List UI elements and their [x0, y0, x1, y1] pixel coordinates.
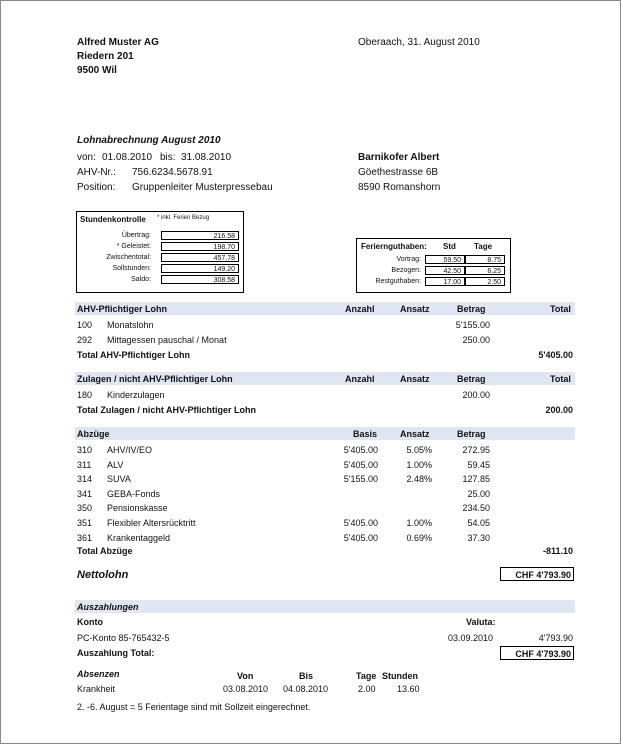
- ferien-col-std: Std: [443, 242, 456, 251]
- section3-row-ansatz: 5.05%: [406, 445, 432, 455]
- section3-row-code: 361: [77, 532, 93, 543]
- section3-col-basis: Basis: [353, 429, 378, 439]
- section3-total-label: Total Abzüge: [77, 546, 133, 556]
- absenzen-stunden: 13.60: [397, 684, 420, 694]
- section3-header-band: [75, 427, 575, 440]
- period-bis-label: bis:: [160, 152, 176, 163]
- section2-row-code: 180: [77, 390, 93, 400]
- section1-col-total: Total: [550, 304, 571, 314]
- section1-row-desc: Mittagessen pauschal / Monat: [107, 335, 227, 345]
- company-city: 9500 Wil: [77, 65, 117, 76]
- place-date: Oberaach, 31. August 2010: [358, 37, 480, 48]
- section3-row-basis: 5'405.00: [343, 532, 378, 543]
- section2-total: 200.00: [545, 405, 573, 415]
- period-von: 01.08.2010: [102, 152, 153, 163]
- section3-row-ansatz: 1.00%: [406, 518, 432, 528]
- auszahlung-total: CHF 4'793.90: [500, 646, 574, 660]
- stunden-row-value: 457.78: [161, 253, 239, 262]
- section3-row-desc: Pensionskasse: [107, 503, 168, 514]
- section3-row-basis: 5'405.00: [343, 518, 378, 528]
- section3-row-desc: SUVA: [107, 474, 131, 485]
- absenzen-von: 03.08.2010: [223, 684, 269, 694]
- konto-label: Konto: [77, 617, 103, 627]
- section3-row-desc: ALV: [107, 459, 124, 470]
- footnote: 2. -6. August = 5 Ferientage sind mit Sollzeit eingerechnet.: [77, 702, 311, 712]
- section1-row-desc: Monatslohn: [107, 320, 154, 330]
- ferien-row-tage: 8.75: [465, 255, 505, 264]
- section3-col-betrag: Betrag: [457, 429, 486, 439]
- section2-col-betrag: Betrag: [457, 374, 486, 384]
- valuta-label: Valuta:: [466, 617, 496, 627]
- employee-city: 8590 Romanshorn: [358, 182, 441, 193]
- section1-total: 5'405.00: [538, 350, 573, 360]
- ahv-number: 756.6234.5678.91: [132, 167, 213, 178]
- ferien-row-label: Vortrag:: [396, 256, 421, 263]
- section2-header: Zulagen / nicht AHV-Pflichtiger Lohn: [77, 374, 233, 384]
- section3-row-ansatz: 1.00%: [406, 459, 432, 470]
- section1-col-betrag: Betrag: [457, 304, 486, 314]
- company-name: Alfred Muster AG: [77, 37, 159, 48]
- valuta-value: 03.09.2010: [448, 633, 494, 643]
- absenzen-col-von: Von: [237, 671, 254, 681]
- section3-row-basis: 5'405.00: [343, 459, 378, 470]
- section3-row-code: 341: [77, 488, 93, 499]
- ferien-col-tage: Tage: [474, 242, 493, 251]
- section3-header: Abzüge: [77, 429, 110, 439]
- section3-row-ansatz: 0.69%: [406, 532, 432, 543]
- period-bis: 31.08.2010: [181, 152, 232, 163]
- section3-row-desc: Flexibler Altersrücktritt: [107, 518, 196, 528]
- position-value: Gruppenleiter Musterpressebau: [132, 182, 273, 193]
- section3-row-betrag: 127.85: [462, 474, 490, 485]
- ferien-row-label: Bezogen:: [391, 267, 421, 274]
- section1-row-betrag: 5'155.00: [455, 320, 490, 330]
- absenzen-tage: 2.00: [358, 684, 376, 694]
- section2-col-anzahl: Anzahl: [345, 374, 375, 384]
- section3-row-basis: 5'155.00: [343, 474, 378, 485]
- section3-row-betrag: 37.30: [467, 532, 490, 543]
- period-von-label: von:: [77, 152, 96, 163]
- auszahlung-total-label: Auszahlung Total:: [77, 648, 155, 658]
- stunden-row-value: 198.70: [161, 242, 239, 251]
- section3-total: -811.10: [542, 546, 573, 556]
- section2-row-desc: Kinderzulagen: [107, 390, 165, 400]
- section1-total-label: Total AHV-Pflichtiger Lohn: [77, 350, 190, 360]
- stunden-row-label: * Geleistet:: [116, 243, 151, 250]
- section1-col-ansatz: Ansatz: [400, 304, 430, 314]
- ferien-row-tage: 2.50: [465, 277, 505, 286]
- ferien-row-std: 59.50: [425, 255, 465, 264]
- stunden-row-label: Sollstunden:: [112, 265, 151, 272]
- section3-row-desc: AHV/IV/EO: [107, 445, 153, 455]
- company-street: Riedern 201: [77, 51, 134, 62]
- section1-header: AHV-Pflichtiger Lohn: [77, 304, 167, 314]
- section2-col-ansatz: Ansatz: [400, 374, 430, 384]
- position-label: Position:: [77, 182, 116, 193]
- section3-row-code: 350: [77, 503, 93, 514]
- section3-row-code: 311: [77, 459, 92, 470]
- section3-row-betrag: 234.50: [462, 503, 490, 514]
- ferien-row-std: 17.00: [425, 277, 465, 286]
- section1-row-betrag: 250.00: [462, 335, 490, 345]
- section1-col-anzahl: Anzahl: [345, 304, 375, 314]
- ferien-box: [356, 238, 511, 293]
- section3-row-desc: Krankentaggeld: [107, 532, 171, 543]
- auszahlungen-header-band: [75, 600, 575, 613]
- absenzen-col-stunden: Stunden: [382, 671, 418, 681]
- section3-row-betrag: 25.00: [467, 488, 490, 499]
- section3-row-desc: GEBA-Fonds: [107, 488, 161, 499]
- absenzen-header: Absenzen: [77, 669, 120, 679]
- auszahlung-betrag: 4'793.90: [538, 633, 573, 643]
- employee-street: Göethestrasse 6B: [358, 167, 439, 178]
- ferien-title: Feriernguthaben:: [361, 242, 427, 251]
- section3-row-code: 310: [77, 445, 93, 455]
- section3-row-basis: 5'405.00: [343, 445, 378, 455]
- netto-label: Nettolohn: [77, 569, 129, 581]
- stundenkontrolle-title: Stundenkontrolle: [80, 215, 146, 224]
- stunden-row-value: 216.58: [161, 231, 239, 240]
- stundenkontrolle-note: * inkl. Ferien Bezug: [157, 215, 210, 221]
- auszahlungen-header: Auszahlungen: [77, 602, 139, 612]
- section2-total-label: Total Zulagen / nicht AHV-Pflichtiger Lohn: [77, 405, 256, 415]
- section3-row-ansatz: 2.48%: [406, 474, 432, 485]
- stunden-row-value: 308.58: [161, 275, 239, 284]
- absenzen-type: Krankheit: [77, 684, 116, 694]
- stunden-row-label: Übertrag:: [121, 232, 151, 239]
- section3-row-code: 314: [77, 474, 93, 485]
- section3-row-code: 351: [77, 518, 93, 528]
- section3-col-ansatz: Ansatz: [400, 429, 430, 439]
- stundenkontrolle-box: [76, 211, 244, 293]
- konto-value: PC-Konto 85-765432-5: [77, 633, 170, 643]
- stunden-row-label: Saldo:: [131, 276, 151, 283]
- ferien-row-tage: 6.25: [465, 266, 505, 275]
- ahv-label: AHV-Nr.:: [77, 167, 116, 178]
- stunden-row-value: 149.20: [161, 264, 239, 273]
- section2-row-betrag: 200.00: [462, 390, 490, 400]
- absenzen-col-bis: Bis: [299, 671, 314, 681]
- section1-row-code: 292: [77, 335, 93, 345]
- ferien-row-std: 42.50: [425, 266, 465, 275]
- section3-row-betrag: 59.45: [467, 459, 490, 470]
- ferien-row-label: Restguthaben:: [375, 278, 421, 285]
- stunden-row-label: Zwischentotal:: [106, 254, 151, 261]
- section3-row-betrag: 54.05: [467, 518, 490, 528]
- netto-value: CHF 4'793.90: [500, 567, 574, 581]
- document-title: Lohnabrechnung August 2010: [77, 135, 221, 146]
- section3-row-betrag: 272.95: [462, 445, 490, 455]
- employee-name: Barnikofer Albert: [358, 152, 440, 163]
- absenzen-bis: 04.08.2010: [283, 684, 329, 694]
- absenzen-col-tage: Tage: [356, 671, 377, 681]
- section1-row-code: 100: [77, 320, 93, 330]
- section2-col-total: Total: [550, 374, 571, 384]
